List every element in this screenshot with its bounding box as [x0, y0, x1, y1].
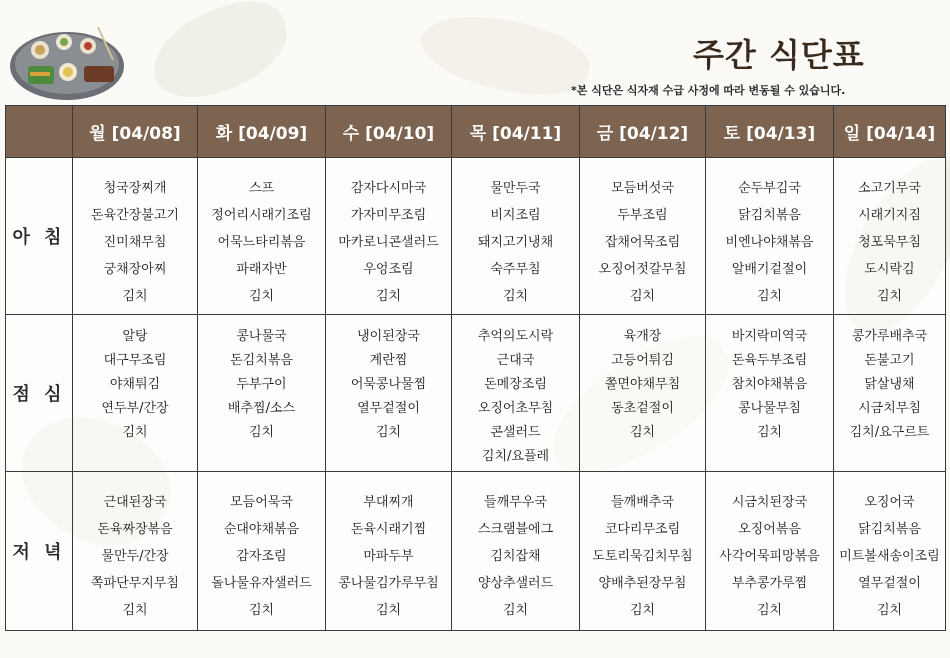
dish-item: 김치 — [502, 289, 529, 304]
dish-item: 코다리무조림 — [604, 522, 681, 537]
meal-row — [6, 472, 946, 631]
dish-item: 가자미무조림 — [350, 208, 427, 223]
menu-cell — [580, 158, 706, 315]
dish-item: 참치야채볶음 — [731, 377, 808, 392]
dish-item: 고등어튀김 — [611, 353, 674, 368]
dish-item: 김치 — [122, 603, 148, 618]
dish-item: 비엔나야채볶음 — [725, 235, 814, 250]
dish-item: 냉이된장국 — [357, 329, 420, 344]
dish-item: 돈메장조림 — [484, 377, 547, 392]
dish-item: 김치 — [122, 425, 148, 440]
dish-item: 순대야채볶음 — [223, 522, 300, 537]
dish-item: 김치 — [756, 425, 783, 440]
dish-item: 돈김치볶음 — [230, 353, 293, 368]
dish-item: 김치 — [756, 603, 783, 618]
menu-cell — [580, 472, 706, 631]
dish-item: 김치 — [876, 289, 903, 304]
dish-item: 미트볼새송이조림 — [839, 549, 940, 564]
menu-cell — [452, 315, 580, 472]
meal-label: 아 침 — [6, 158, 73, 315]
menu-cell — [198, 472, 326, 631]
dish-item: 김치 — [629, 289, 656, 304]
dish-item: 부대찌개 — [363, 495, 414, 510]
dish-item: 알배기겉절이 — [731, 262, 808, 277]
dish-item: 시래기지짐 — [858, 208, 921, 223]
dish-item: 연두부/간장 — [101, 401, 169, 416]
menu-cell — [198, 158, 326, 315]
background-leaf — [414, 0, 596, 111]
dish-item: 모듬버섯국 — [611, 181, 674, 196]
dish-item: 닭김치볶음 — [858, 522, 921, 537]
day-header: 토 [04/13] — [706, 106, 834, 158]
menu-cell — [834, 315, 946, 472]
dish-item: 김치 — [248, 603, 275, 618]
dish-item: 김치잡채 — [490, 549, 541, 564]
menu-cell — [73, 472, 198, 631]
menu-cell — [452, 472, 580, 631]
dish-item: 김치 — [629, 425, 656, 440]
dish-item: 물만두/간장 — [101, 549, 169, 564]
dish-item: 쪽파단무지무침 — [91, 576, 179, 591]
food-plate-photo — [8, 22, 126, 102]
day-header: 화 [04/09] — [198, 106, 326, 158]
menu-cell — [706, 472, 834, 631]
dish-item: 김치 — [502, 603, 529, 618]
dish-item: 부추콩가루찜 — [731, 576, 808, 591]
dish-item: 닭김치볶음 — [738, 208, 801, 223]
dish-item: 진미채무침 — [103, 235, 167, 250]
dish-item: 추억의도시락 — [477, 329, 554, 344]
dish-item: 양상추샐러드 — [477, 576, 554, 591]
dish-item: 스크램블에그 — [477, 522, 554, 537]
dish-item: 김치 — [756, 289, 783, 304]
dish-item: 김치 — [248, 425, 275, 440]
dish-item: 콩가루배추국 — [851, 329, 928, 344]
dish-item: 근대국 — [496, 353, 535, 368]
dish-item: 김치 — [122, 289, 148, 304]
dish-item: 감자다시마국 — [350, 181, 427, 196]
dish-item: 오징어젓갈무침 — [598, 262, 687, 277]
day-header: 목 [04/11] — [452, 106, 580, 158]
dish-item: 오징어국 — [864, 495, 915, 510]
menu-cell — [706, 315, 834, 472]
dish-item: 양배추된장무침 — [598, 576, 687, 591]
dish-item: 돼지고기냉채 — [477, 235, 554, 250]
dish-item: 우엉조림 — [363, 262, 414, 277]
dish-item: 콩나물김가루무침 — [338, 576, 439, 591]
dish-item: 육개장 — [623, 329, 662, 344]
day-header: 일 [04/14] — [834, 106, 946, 158]
dish-item: 콩나물무침 — [738, 401, 801, 416]
dish-item: 김치 — [876, 603, 903, 618]
background-leaf — [141, 0, 300, 112]
menu-cell — [834, 472, 946, 631]
dish-item: 콩나물국 — [236, 329, 287, 344]
dish-item: 들깨배추국 — [611, 495, 674, 510]
dish-item: 시금치된장국 — [731, 495, 808, 510]
dish-item: 열무겉절이 — [858, 576, 921, 591]
meal-label: 저 녁 — [6, 472, 73, 631]
dish-item: 돈불고기 — [864, 353, 915, 368]
page-title: 주간 식단표 — [693, 36, 865, 74]
dish-item: 순두부김국 — [738, 181, 801, 196]
dish-item: 두부조림 — [617, 208, 668, 223]
dish-item: 정어리시래기조림 — [211, 208, 312, 223]
dish-item: 김치 — [629, 603, 656, 618]
menu-cell — [326, 158, 452, 315]
dish-item: 배추찜/소스 — [227, 401, 296, 416]
menu-cell — [834, 158, 946, 315]
dish-item: 동초겉절이 — [611, 401, 674, 416]
dish-item: 모듬어묵국 — [230, 495, 293, 510]
dish-item: 오징어볶음 — [738, 522, 801, 537]
dish-item: 김치 — [248, 289, 275, 304]
menu-cell — [326, 315, 452, 472]
dish-item: 야채튀김 — [109, 377, 161, 392]
dish-item: 들깨무우국 — [484, 495, 547, 510]
dish-item: 어묵느타리볶음 — [217, 235, 306, 250]
dish-item: 청포묵무침 — [858, 235, 921, 250]
menu-cell — [706, 158, 834, 315]
menu-cell — [580, 315, 706, 472]
dish-item: 콘샐러드 — [490, 425, 541, 440]
dish-item: 잡채어묵조림 — [604, 235, 681, 250]
meal-row — [6, 315, 946, 472]
dish-item: 마파두부 — [363, 549, 414, 564]
dish-item: 파래자반 — [236, 262, 287, 277]
dish-item: 돈육짜장볶음 — [97, 522, 173, 537]
menu-cell — [452, 158, 580, 315]
day-header-row — [6, 106, 946, 158]
dish-item: 김치/요플레 — [481, 449, 550, 464]
weekly-menu-table — [5, 105, 946, 631]
menu-cell — [198, 315, 326, 472]
dish-item: 오징어초무침 — [477, 401, 554, 416]
dish-item: 청국장찌개 — [103, 181, 167, 196]
dish-item: 시금치무침 — [858, 401, 921, 416]
dish-item: 닭살냉채 — [864, 377, 915, 392]
dish-item: 어묵콩나물찜 — [350, 377, 427, 392]
dish-item: 열무겉절이 — [357, 401, 420, 416]
dish-item: 도토리묵김치무침 — [592, 549, 693, 564]
meal-label: 점 심 — [6, 315, 73, 472]
day-header: 금 [04/12] — [580, 106, 706, 158]
dish-item: 감자조림 — [236, 549, 287, 564]
dish-item: 김치 — [375, 289, 402, 304]
dish-item: 숙주무침 — [490, 262, 541, 277]
dish-item: 대구무조림 — [103, 353, 167, 368]
dish-item: 돌나물유자샐러드 — [211, 576, 312, 591]
meal-row — [6, 158, 946, 315]
day-header: 수 [04/10] — [326, 106, 452, 158]
menu-cell — [73, 158, 198, 315]
dish-item: 두부구이 — [236, 377, 287, 392]
dish-item: 돈육두부조림 — [731, 353, 808, 368]
menu-cell — [73, 315, 198, 472]
menu-cell — [326, 472, 452, 631]
dish-item: 물만두국 — [490, 181, 541, 196]
dish-item: 마카로니콘샐러드 — [338, 235, 439, 250]
dish-item: 근대된장국 — [103, 495, 167, 510]
dish-item: 김치 — [375, 603, 402, 618]
day-header: 월 [04/08] — [73, 106, 198, 158]
dish-item: 김치 — [375, 425, 402, 440]
dish-item: 바지락미역국 — [731, 329, 808, 344]
dish-item: 궁채장아찌 — [103, 262, 167, 277]
dish-item: 쫄면야채무침 — [604, 377, 681, 392]
dish-item: 스프 — [248, 181, 275, 196]
dish-item: 비지조림 — [490, 208, 541, 223]
dish-item: 도시락김 — [864, 262, 915, 277]
dish-item: 계란찜 — [369, 353, 408, 368]
dish-item: 알탕 — [122, 329, 148, 344]
dish-item: 사각어묵피망볶음 — [719, 549, 820, 564]
notice-text: *본 식단은 식자재 수급 사정에 따라 변동될 수 있습니다. — [571, 84, 846, 97]
dish-item: 소고기무국 — [858, 181, 921, 196]
dish-item: 돈육시래기찜 — [350, 522, 427, 537]
dish-item: 돈육간장불고기 — [91, 208, 179, 223]
dish-item: 김치/요구르트 — [849, 425, 930, 440]
header-corner — [6, 106, 73, 158]
